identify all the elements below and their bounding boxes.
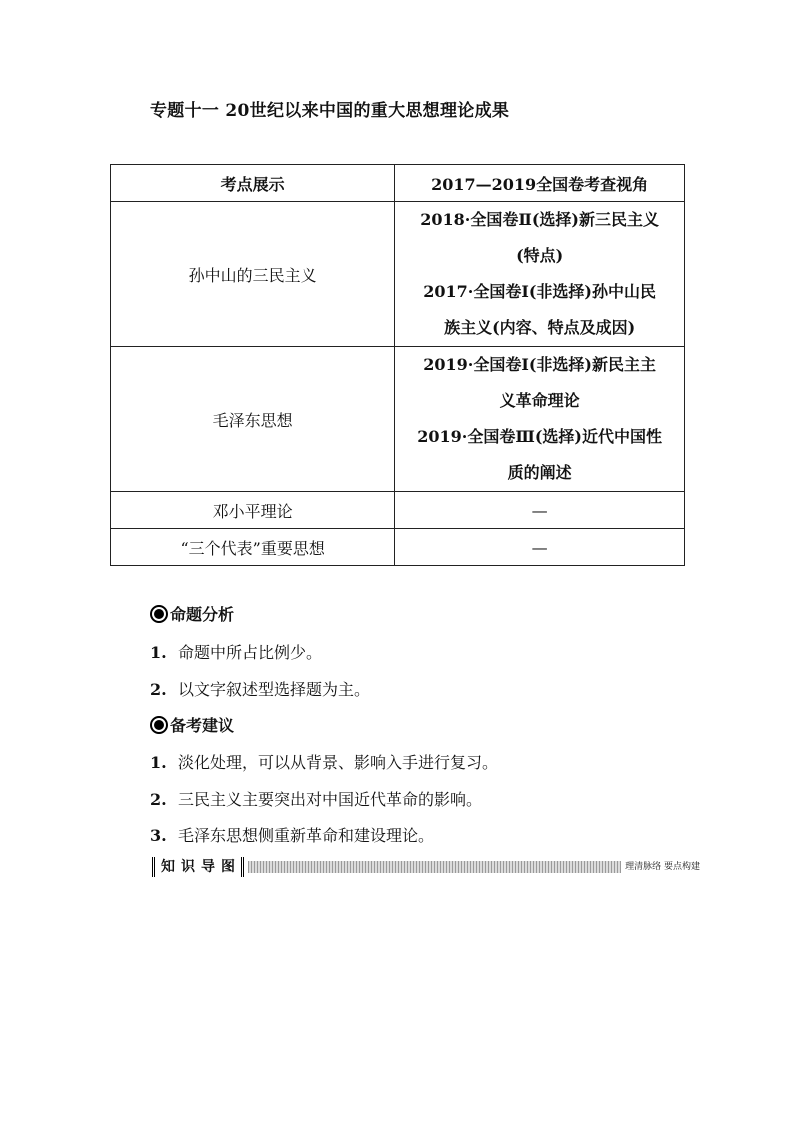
list-item: 3. 毛泽东思想侧重新革命和建设理论。 [150,826,435,845]
perspective-cell [395,347,685,492]
perspective-line: 2019·全国卷Ⅰ(非选择)新民主主 [423,355,657,374]
topic-cell: 毛泽东思想 [111,347,395,492]
perspective-line: (特点) [516,246,564,265]
perspective-line: 2019·全国卷Ⅲ(选择)近代中国性 [417,427,663,446]
table-row [111,529,685,566]
line-text: 全国卷Ⅲ(选择)近代中国性 [467,427,663,446]
perspective-line: 族主义(内容、特点及成因) [444,318,636,337]
perspective-line: 义革命理论 [499,391,580,410]
perspective-line: 2017·全国卷Ⅰ(非选择)孙中山民 [423,282,657,301]
advice-heading: 备考建议 [150,713,234,736]
exam-table [110,164,685,566]
bullet-icon [150,716,168,734]
list-item: 1. 淡化处理，可以从背景、影响入手进行复习。 [150,753,499,772]
line-text: 全国卷Ⅰ(非选择)新民主主 [473,355,657,374]
analysis-heading: 命题分析 [150,602,234,625]
list-item: 2. 三民主义主要突出对中国近代革命的影响。 [150,790,483,809]
page-title: 专题十一 20世纪以来中国的重大思想理论成果 [150,101,510,121]
table-row [111,347,685,492]
line-text: 全国卷Ⅰ(非选择)孙中山民 [473,282,657,301]
perspective-line: 质的阐述 [507,463,572,482]
header-perspective: 2017—2019全国卷考查视角 [395,165,685,202]
topic-cell: 邓小平理论 [111,492,395,529]
topic-cell: “三个代表”重要思想 [111,529,395,566]
perspective-cell: — [395,492,685,529]
perspective-cell [395,202,685,347]
knowledge-map-note: 理清脉络 要点构建 [621,861,704,873]
list-item: 1. 命题中所占比例少。 [150,643,323,662]
header-topic: 考点展示 [111,165,395,202]
table-row [111,202,685,347]
perspective-cell: — [395,529,685,566]
table-header-row [111,165,685,202]
bullet-icon [150,605,168,623]
knowledge-map-bar [152,857,704,877]
table-row [111,492,685,529]
line-text: 全国卷Ⅱ(选择)新三民主义 [470,210,660,229]
knowledge-map-label: 知识导图 [152,857,244,877]
topic-cell: 孙中山的三民主义 [111,202,395,347]
list-item: 2. 以文字叙述型选择题为主。 [150,680,371,699]
perspective-line: 2018·全国卷Ⅱ(选择)新三民主义 [420,210,660,229]
